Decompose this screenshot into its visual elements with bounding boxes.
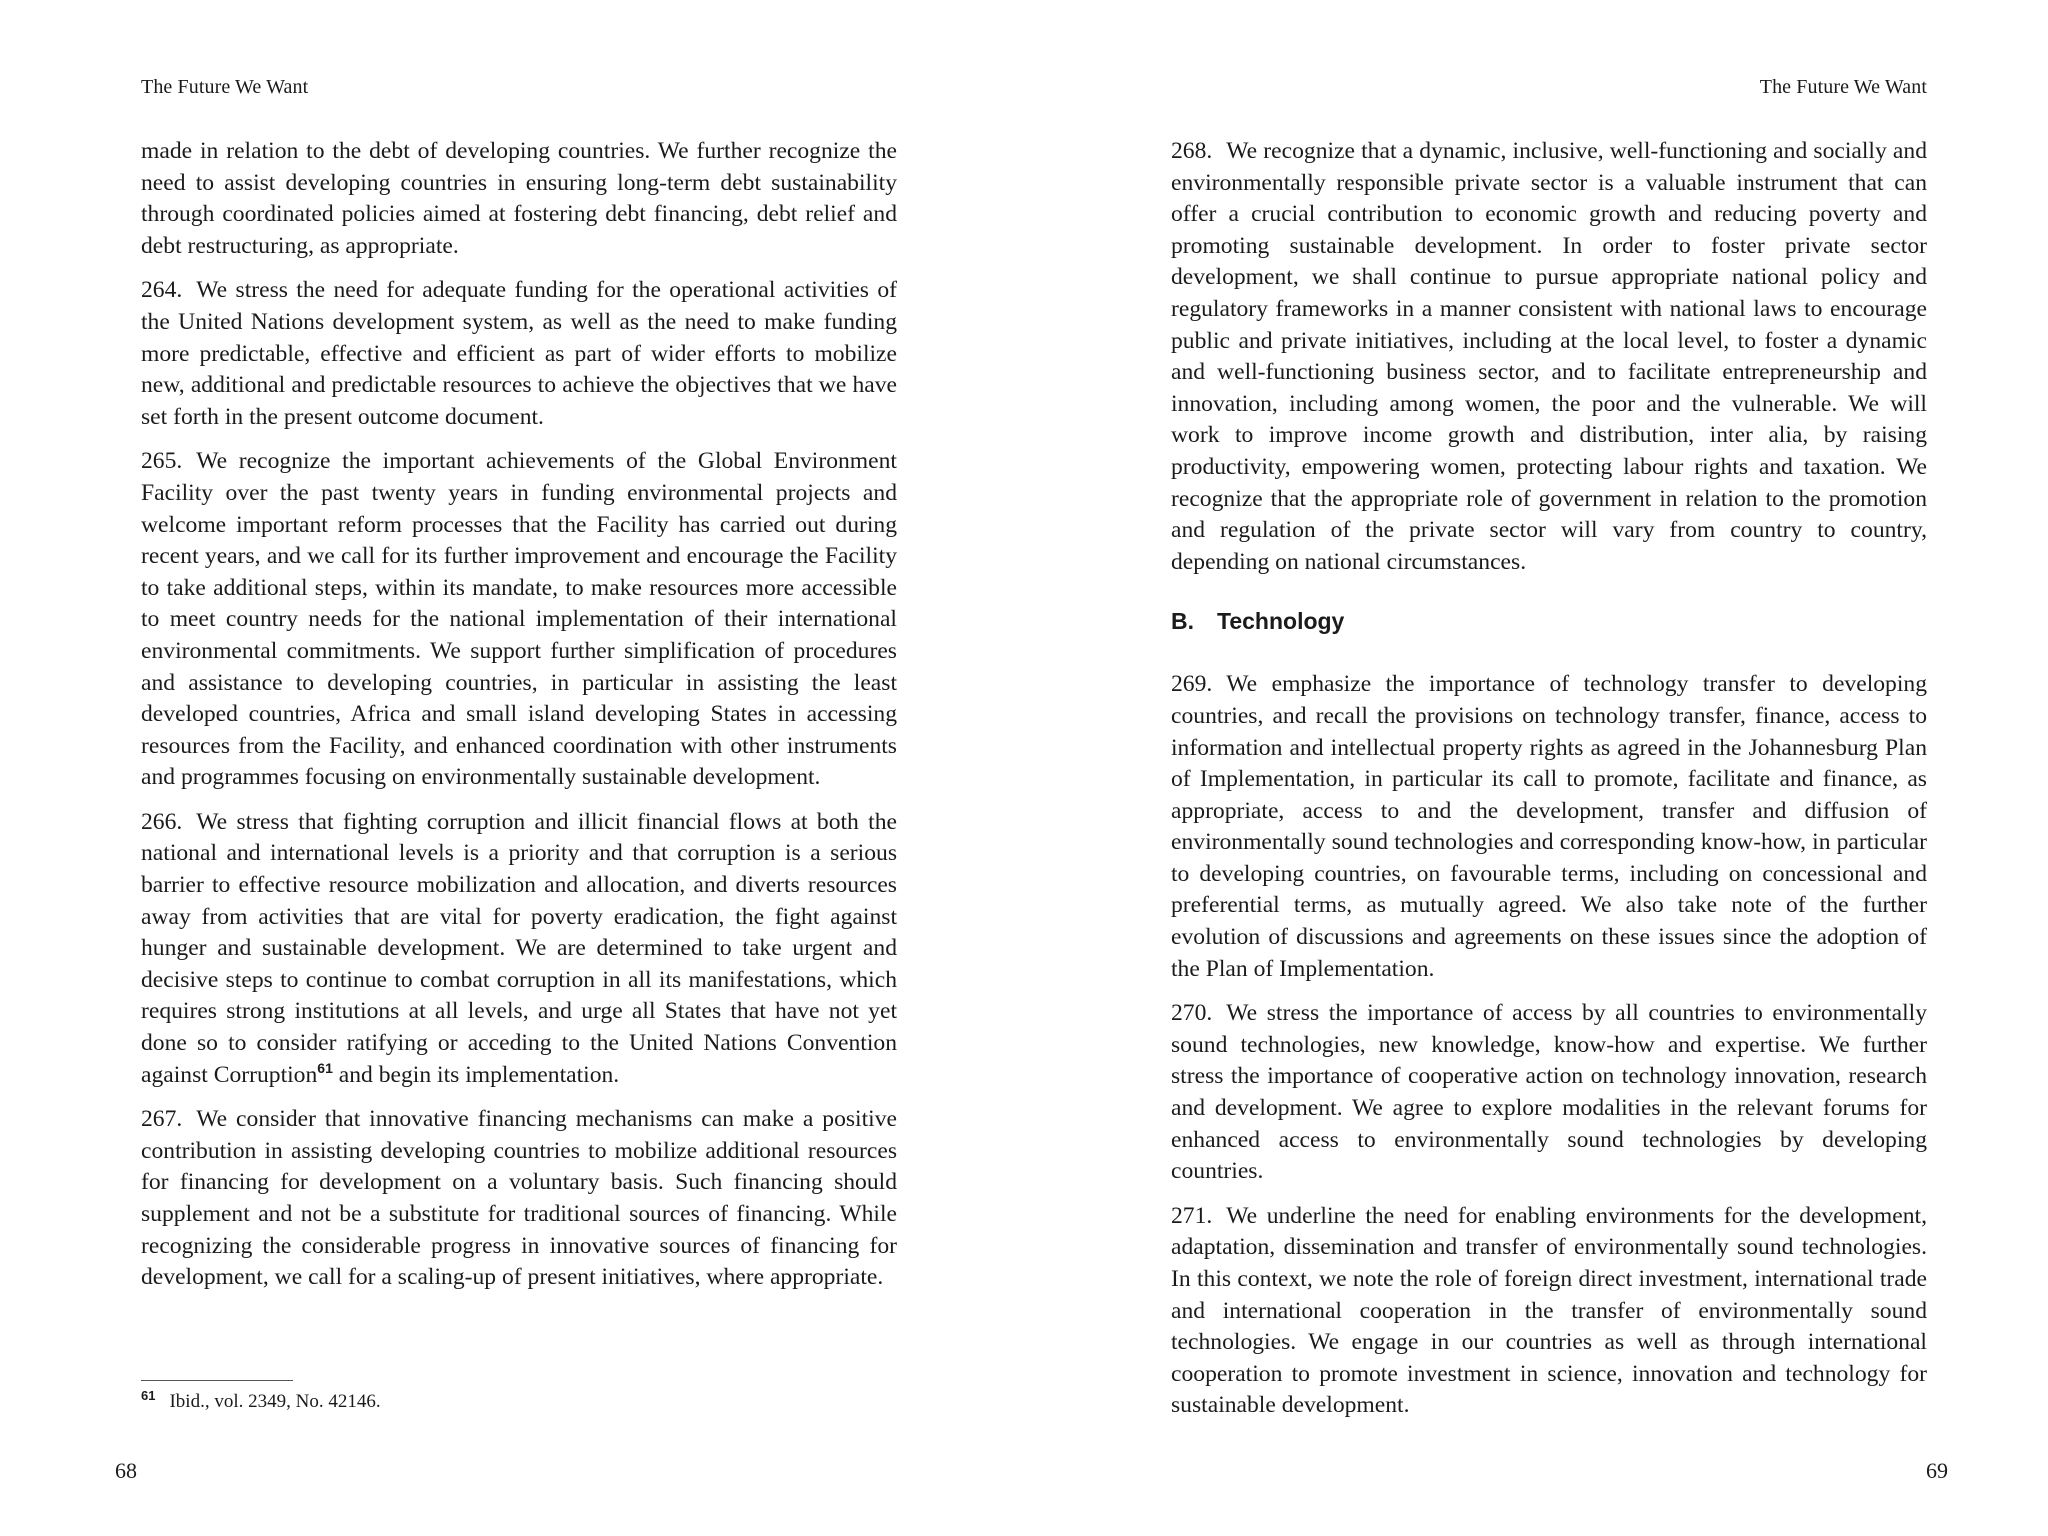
left-text-column [141, 136, 897, 1307]
running-head-left: The Future We Want [141, 76, 309, 98]
paragraph-number: 270. [1171, 1000, 1213, 1027]
footnote-reference[interactable]: 61 [317, 1059, 333, 1076]
page-number-left: 68 [115, 1458, 137, 1483]
paragraph-number: 266. [141, 808, 183, 835]
paragraph-264 [141, 275, 897, 433]
right-page [1024, 0, 2048, 1536]
paragraph-270 [1171, 998, 1927, 1188]
paragraph-number: 267. [141, 1106, 183, 1133]
section-heading [1171, 606, 1927, 637]
continuation-paragraph: made in relation to the debt of developing countries. We further recognize the need to assist developing countries in ensuring long-term debt sustainability through coordinated policies aimed at fostering debt financing, debt relief and debt restructuring, as appropriate. [141, 138, 897, 259]
paragraph-text-continued: and begin its implementation. [332, 1061, 620, 1088]
paragraph-number: 271. [1171, 1202, 1213, 1229]
section-letter: B. [1171, 608, 1194, 635]
footnote-text: Ibid., vol. 2349, No. 42146. [169, 1391, 381, 1412]
paragraph-267 [141, 1104, 897, 1294]
paragraph-text: We consider that innovative financing mechanisms can make a positive contribution in assisting developing countries to mobilize additional resources for financing for development on a voluntary basis. Such financing should supplement and not be a substitute for traditional sources of financing. While recognizing the considerable progress in innovative sources of financing for development, we call for a scaling-up of present initiatives, where appropriate. [141, 1106, 897, 1291]
footnote-mark: 61 [141, 1387, 156, 1403]
page-number-right: 69 [1926, 1458, 1948, 1483]
paragraph-266 [141, 807, 897, 1091]
paragraph-number: 265. [141, 448, 183, 475]
paragraph-text: We recognize that a dynamic, inclusive, well-functioning and socially and environmentally responsible private sector is a valuable instrument that can offer a crucial contribution to economic growth and reducing poverty and promoting sustainable development. In order to foster private sector development, we shall continue to pursue appropriate national policy and regulatory frameworks in a manner consistent with national laws to encourage public and private initiatives, including at the local level, to foster a dynamic and well-functioning business sector, and to facilitate entrepreneurship and innovation, including among women, the poor and the vulnerable. We will work to improve income growth and distribution, inter alia, by raising productivity, empowering women, protecting labour rights and taxation. We recognize that the appropriate role of government in relation to the promotion and regulation of the private sector will vary from country to country, depending on national circumstances. [1171, 138, 1927, 575]
paragraph-text: We emphasize the importance of technology transfer to developing countries, and recall the provisions on technology transfer, finance, access to information and intellectual property rights as agreed in the Johannesburg Plan of Implementation, in particular its call to promote, facilitate and finance, as appropriate, access to and the development, transfer and diffusion of environmentally sound technologies and corresponding know-how, in particular to developing countries, on favourable terms, including on concessional and preferential terms, as mutually agreed. We also take note of the further evolution of discussions and agreements on these issues since the adoption of the Plan of Implementation. [1171, 671, 1927, 982]
paragraph-text: We stress the importance of access by all countries to environmentally sound technologies, new knowledge, know-how and expertise. We further stress the importance of cooperative action on technology innovation, research and development. We agree to explore modalities in the relevant forums for enhanced access to environmentally sound technologies by developing countries. [1171, 1000, 1927, 1185]
paragraph-text: We underline the need for enabling environments for the development, adaptation, dissemination and transfer of environmentally sound technologies. In this context, we note the role of foreign direct investment, international trade and international cooperation in the transfer of environmentally sound technologies. We engage in our countries as well as through international cooperation to promote investment in science, innovation and technology for sustainable development. [1171, 1202, 1927, 1419]
paragraph-269 [1171, 669, 1927, 985]
footnote-divider [141, 1380, 293, 1381]
paragraph-265 [141, 446, 897, 794]
right-text-column [1171, 136, 1927, 1435]
running-head-right: The Future We Want [1759, 76, 1927, 98]
paragraph-number: 264. [141, 277, 183, 304]
paragraph-text: We stress the need for adequate funding for the operational activities of the United Nations development system, as well as the need to make funding more predictable, effective and efficient as part of wider efforts to mobilize new, additional and predictable resources to achieve the objectives that we have set forth in the present outcome document. [141, 277, 897, 430]
footnote [141, 1388, 381, 1416]
paragraph-number: 269. [1171, 671, 1213, 698]
paragraph-text: We recognize the important achievements of the Global Environment Facility over the past twenty years in funding environmental projects and welcome important reform processes that the Facility has carried out during recent years, and we call for its further improvement and encourage the Facility to take additional steps, within its mandate, to make resources more accessible to meet country needs for the national implementation of their international environmental commitments. We support further simplification of procedures and assistance to developing countries, in particular in assisting the least developed countries, Africa and small island developing States in accessing resources from the Facility, and enhanced coordination with other instruments and programmes focusing on environmentally sustainable development. [141, 448, 897, 791]
paragraph-number: 268. [1171, 138, 1213, 164]
paragraph-271 [1171, 1201, 1927, 1422]
section-title: Technology [1217, 608, 1345, 635]
paragraph-text: We stress that fighting corruption and illicit financial flows at both the national and international levels is a priority and that corruption is a serious barrier to effective resource mobilization and allocation, and diverts resources away from activities that are vital for poverty eradication, the fight against hunger and sustainable development. We are determined to take urgent and decisive steps to continue to combat corruption in all its manifestations, which requires strong institutions at all levels, and urge all States that have not yet done so to consider ratifying or acceding to the United Nations Convention against Corruption [141, 808, 897, 1088]
paragraph-268 [1171, 136, 1927, 578]
